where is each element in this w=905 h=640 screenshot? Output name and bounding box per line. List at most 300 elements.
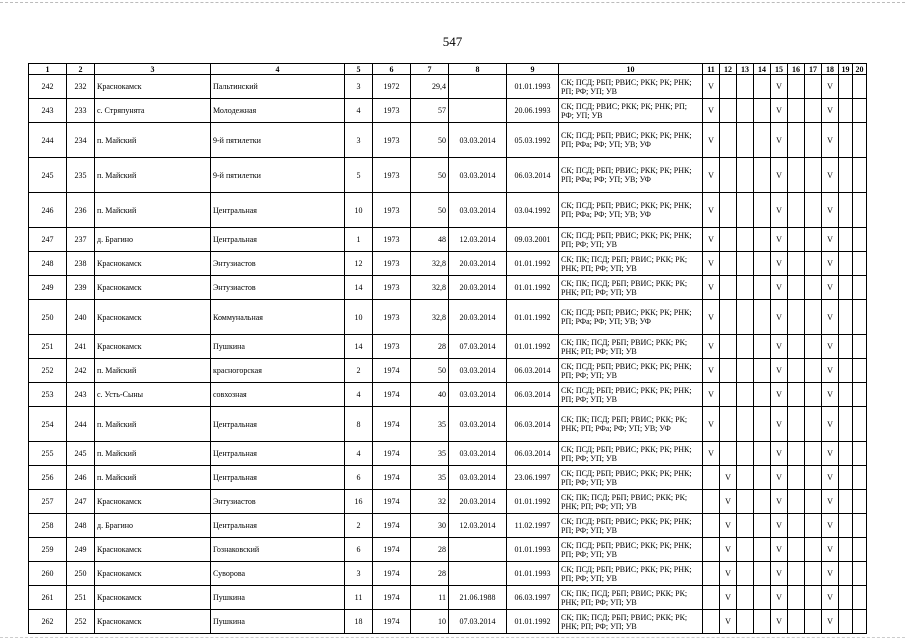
- cell-object-number: 241: [67, 335, 95, 359]
- cell-area: 35: [411, 442, 449, 466]
- cell-mark-17: [805, 99, 822, 123]
- cell-mark-17: [805, 300, 822, 335]
- cell-mark-19: [839, 276, 853, 300]
- cell-locality: Краснокамск: [95, 610, 211, 634]
- cell-mark-15: V: [771, 193, 788, 228]
- cell-mark-13: [737, 252, 754, 276]
- table-row: [29, 490, 867, 514]
- cell-area: 28: [411, 335, 449, 359]
- cell-mark-17: [805, 466, 822, 490]
- cell-mark-12: [720, 442, 737, 466]
- table-row: [29, 466, 867, 490]
- column-header-9: 9: [507, 64, 559, 75]
- table-row: [29, 383, 867, 407]
- cell-mark-19: [839, 193, 853, 228]
- cell-house: 3: [345, 75, 373, 99]
- table-row: [29, 335, 867, 359]
- cell-locality: п. Майский: [95, 123, 211, 158]
- cell-mark-15: V: [771, 538, 788, 562]
- column-header-14: 14: [754, 64, 771, 75]
- cell-mark-15: V: [771, 300, 788, 335]
- cell-year: 1973: [373, 158, 411, 193]
- cell-mark-19: [839, 538, 853, 562]
- cell-systems: СК; ПСД; РБП; РВИС; РКК; РК; РНК; РП; РФа; РФ; УП; УВ; УФ: [559, 193, 703, 228]
- cell-mark-15: V: [771, 228, 788, 252]
- cell-mark-11: V: [703, 442, 720, 466]
- cell-mark-17: [805, 562, 822, 586]
- cell-area: 48: [411, 228, 449, 252]
- cell-mark-19: [839, 335, 853, 359]
- cell-locality: д. Брагино: [95, 228, 211, 252]
- table-row: [29, 562, 867, 586]
- cell-mark-11: [703, 562, 720, 586]
- cell-mark-20: [853, 75, 867, 99]
- column-header-5: 5: [345, 64, 373, 75]
- cell-street: Центральная: [211, 466, 345, 490]
- cell-mark-19: [839, 407, 853, 442]
- cell-mark-14: [754, 75, 771, 99]
- cell-mark-20: [853, 359, 867, 383]
- cell-mark-19: [839, 490, 853, 514]
- cell-mark-14: [754, 383, 771, 407]
- cell-mark-16: [788, 123, 805, 158]
- cell-mark-12: [720, 193, 737, 228]
- cell-date-registration: 01.01.1993: [507, 538, 559, 562]
- cell-date-survey: 03.03.2014: [449, 158, 507, 193]
- cell-date-registration: 06.03.2014: [507, 158, 559, 193]
- column-header-10: 10: [559, 64, 703, 75]
- cell-row-number: 261: [29, 586, 67, 610]
- cell-row-number: 253: [29, 383, 67, 407]
- cell-area: 32: [411, 490, 449, 514]
- cell-street: Коммунальная: [211, 300, 345, 335]
- cell-house: 6: [345, 466, 373, 490]
- cell-mark-16: [788, 228, 805, 252]
- cell-mark-11: V: [703, 123, 720, 158]
- cell-street: Энтузиастов: [211, 490, 345, 514]
- cell-systems: СК; ПК; ПСД; РБП; РВИС; РКК; РК; РНК; РП; РФа; РФ; УП; УВ; УФ: [559, 407, 703, 442]
- cell-mark-19: [839, 610, 853, 634]
- cell-row-number: 259: [29, 538, 67, 562]
- cell-mark-18: V: [822, 610, 839, 634]
- cell-mark-17: [805, 490, 822, 514]
- cell-mark-11: V: [703, 407, 720, 442]
- cell-mark-13: [737, 123, 754, 158]
- cell-mark-18: V: [822, 335, 839, 359]
- cell-street: совхозная: [211, 383, 345, 407]
- cell-mark-15: V: [771, 610, 788, 634]
- cell-mark-11: V: [703, 99, 720, 123]
- cell-locality: Краснокамск: [95, 586, 211, 610]
- cell-house: 8: [345, 407, 373, 442]
- cell-mark-18: V: [822, 193, 839, 228]
- cell-mark-16: [788, 442, 805, 466]
- cell-year: 1974: [373, 538, 411, 562]
- cell-locality: д. Брагино: [95, 514, 211, 538]
- cell-locality: Краснокамск: [95, 252, 211, 276]
- table-row: [29, 538, 867, 562]
- cell-mark-16: [788, 75, 805, 99]
- cell-mark-14: [754, 610, 771, 634]
- column-header-19: 19: [839, 64, 853, 75]
- cell-systems: СК; ПСД; РБП; РВИС; РКК; РК; РНК; РП; РФа; РФ; УП; УВ; УФ: [559, 300, 703, 335]
- cell-locality: п. Майский: [95, 442, 211, 466]
- table-row: [29, 228, 867, 252]
- table-row: [29, 252, 867, 276]
- cell-date-survey: 21.06.1988: [449, 586, 507, 610]
- cell-mark-19: [839, 442, 853, 466]
- cell-house: 5: [345, 158, 373, 193]
- cell-date-registration: 01.01.1992: [507, 610, 559, 634]
- cell-street: Центральная: [211, 407, 345, 442]
- cell-street: Суворова: [211, 562, 345, 586]
- cell-mark-15: V: [771, 335, 788, 359]
- cell-date-survey: 07.03.2014: [449, 335, 507, 359]
- cell-mark-19: [839, 228, 853, 252]
- cell-house: 18: [345, 610, 373, 634]
- cell-date-registration: 01.01.1992: [507, 276, 559, 300]
- cell-systems: СК; ПСД; РБП; РВИС; РКК; РК; РНК; РП; РФ; УП; УВ: [559, 538, 703, 562]
- cell-row-number: 250: [29, 300, 67, 335]
- cell-mark-13: [737, 228, 754, 252]
- cell-mark-18: V: [822, 123, 839, 158]
- cell-object-number: 236: [67, 193, 95, 228]
- cell-mark-19: [839, 158, 853, 193]
- cell-mark-20: [853, 538, 867, 562]
- column-header-7: 7: [411, 64, 449, 75]
- cell-mark-18: V: [822, 383, 839, 407]
- cell-object-number: 234: [67, 123, 95, 158]
- cell-street: Молодежная: [211, 99, 345, 123]
- cell-mark-11: [703, 538, 720, 562]
- cell-mark-12: [720, 99, 737, 123]
- cell-mark-15: V: [771, 158, 788, 193]
- cell-object-number: 238: [67, 252, 95, 276]
- cell-mark-13: [737, 193, 754, 228]
- cell-mark-20: [853, 562, 867, 586]
- cell-object-number: 245: [67, 442, 95, 466]
- cell-mark-17: [805, 586, 822, 610]
- table-row: [29, 99, 867, 123]
- cell-area: 35: [411, 466, 449, 490]
- cell-date-registration: 01.01.1993: [507, 562, 559, 586]
- cell-mark-14: [754, 359, 771, 383]
- cell-mark-11: [703, 610, 720, 634]
- cell-locality: п. Майский: [95, 359, 211, 383]
- cell-locality: п. Майский: [95, 466, 211, 490]
- cell-mark-14: [754, 252, 771, 276]
- column-header-3: 3: [95, 64, 211, 75]
- cell-year: 1974: [373, 562, 411, 586]
- cell-locality: Краснокамск: [95, 75, 211, 99]
- cell-mark-15: V: [771, 75, 788, 99]
- cell-date-registration: 23.06.1997: [507, 466, 559, 490]
- cell-date-survey: 20.03.2014: [449, 300, 507, 335]
- cell-mark-17: [805, 383, 822, 407]
- cell-mark-11: V: [703, 193, 720, 228]
- cell-year: 1973: [373, 99, 411, 123]
- column-header-17: 17: [805, 64, 822, 75]
- cell-street: Пальтинский: [211, 75, 345, 99]
- cell-locality: Краснокамск: [95, 490, 211, 514]
- cell-mark-20: [853, 228, 867, 252]
- cell-mark-18: V: [822, 538, 839, 562]
- cell-systems: СК; ПСД; РВИС; РКК; РК; РНК; РП; РФ; УП; УВ: [559, 99, 703, 123]
- cell-mark-15: V: [771, 442, 788, 466]
- cell-area: 50: [411, 359, 449, 383]
- table-row: [29, 158, 867, 193]
- cell-row-number: 249: [29, 276, 67, 300]
- cell-locality: п. Майский: [95, 407, 211, 442]
- cell-mark-14: [754, 466, 771, 490]
- cell-mark-11: V: [703, 359, 720, 383]
- cell-mark-11: [703, 586, 720, 610]
- cell-row-number: 242: [29, 75, 67, 99]
- table-row: [29, 193, 867, 228]
- cell-mark-14: [754, 562, 771, 586]
- cell-mark-12: [720, 123, 737, 158]
- cell-row-number: 248: [29, 252, 67, 276]
- cell-mark-11: [703, 514, 720, 538]
- cell-year: 1974: [373, 466, 411, 490]
- cell-mark-17: [805, 610, 822, 634]
- cell-mark-12: [720, 335, 737, 359]
- column-header-8: 8: [449, 64, 507, 75]
- cell-mark-12: V: [720, 466, 737, 490]
- cell-mark-20: [853, 383, 867, 407]
- cell-street: Пушкина: [211, 586, 345, 610]
- cell-street: 9-й пятилетки: [211, 158, 345, 193]
- cell-mark-17: [805, 75, 822, 99]
- cell-mark-14: [754, 300, 771, 335]
- cell-mark-12: [720, 383, 737, 407]
- cell-row-number: 252: [29, 359, 67, 383]
- cell-street: красногорская: [211, 359, 345, 383]
- cell-mark-20: [853, 335, 867, 359]
- cell-row-number: 262: [29, 610, 67, 634]
- cell-row-number: 257: [29, 490, 67, 514]
- cell-mark-20: [853, 610, 867, 634]
- cell-street: 9-й пятилетки: [211, 123, 345, 158]
- cell-year: 1973: [373, 228, 411, 252]
- cell-mark-16: [788, 158, 805, 193]
- cell-area: 11: [411, 586, 449, 610]
- cell-systems: СК; ПСД; РБП; РВИС; РКК; РК; РНК; РП; РФа; РФ; УП; УВ; УФ: [559, 123, 703, 158]
- cell-mark-14: [754, 442, 771, 466]
- cell-street: Центральная: [211, 193, 345, 228]
- cell-locality: п. Майский: [95, 158, 211, 193]
- cell-mark-13: [737, 276, 754, 300]
- cell-object-number: 232: [67, 75, 95, 99]
- cell-object-number: 251: [67, 586, 95, 610]
- cell-mark-11: V: [703, 75, 720, 99]
- cell-year: 1974: [373, 514, 411, 538]
- cell-house: 10: [345, 300, 373, 335]
- cell-mark-20: [853, 300, 867, 335]
- cell-systems: СК; ПСД; РБП; РВИС; РКК; РК; РНК; РП; РФ; УП; УВ: [559, 466, 703, 490]
- cell-row-number: 244: [29, 123, 67, 158]
- cell-date-survey: 03.03.2014: [449, 359, 507, 383]
- cell-year: 1973: [373, 252, 411, 276]
- cell-mark-15: V: [771, 407, 788, 442]
- cell-date-registration: 06.03.1997: [507, 586, 559, 610]
- cell-mark-20: [853, 586, 867, 610]
- cell-mark-17: [805, 359, 822, 383]
- cell-object-number: 252: [67, 610, 95, 634]
- cell-mark-13: [737, 490, 754, 514]
- cell-row-number: 243: [29, 99, 67, 123]
- cell-mark-17: [805, 158, 822, 193]
- cell-object-number: 246: [67, 466, 95, 490]
- cell-date-survey: 03.03.2014: [449, 407, 507, 442]
- cell-house: 16: [345, 490, 373, 514]
- cell-mark-13: [737, 359, 754, 383]
- cell-mark-16: [788, 538, 805, 562]
- table-body: [29, 75, 867, 634]
- cell-date-registration: 01.01.1992: [507, 252, 559, 276]
- column-number-row: [29, 64, 867, 75]
- cell-area: 30: [411, 514, 449, 538]
- cell-mark-15: V: [771, 383, 788, 407]
- cell-mark-17: [805, 123, 822, 158]
- cell-mark-19: [839, 300, 853, 335]
- cell-mark-16: [788, 252, 805, 276]
- cell-mark-20: [853, 193, 867, 228]
- cell-mark-16: [788, 99, 805, 123]
- cell-house: 4: [345, 99, 373, 123]
- cell-mark-17: [805, 276, 822, 300]
- cell-date-survey: [449, 562, 507, 586]
- cell-house: 3: [345, 562, 373, 586]
- table-row: [29, 123, 867, 158]
- cell-date-survey: 03.03.2014: [449, 383, 507, 407]
- cell-row-number: 260: [29, 562, 67, 586]
- cell-year: 1974: [373, 490, 411, 514]
- cell-mark-19: [839, 562, 853, 586]
- cell-date-survey: 03.03.2014: [449, 123, 507, 158]
- column-header-20: 20: [853, 64, 867, 75]
- cell-mark-18: V: [822, 158, 839, 193]
- cell-house: 6: [345, 538, 373, 562]
- cell-mark-16: [788, 466, 805, 490]
- cell-mark-16: [788, 383, 805, 407]
- cell-locality: Краснокамск: [95, 335, 211, 359]
- cell-mark-18: V: [822, 442, 839, 466]
- cell-mark-16: [788, 610, 805, 634]
- cell-year: 1974: [373, 442, 411, 466]
- cell-mark-12: [720, 407, 737, 442]
- column-header-18: 18: [822, 64, 839, 75]
- cell-mark-20: [853, 158, 867, 193]
- cell-area: 28: [411, 562, 449, 586]
- cell-mark-16: [788, 359, 805, 383]
- cell-mark-16: [788, 276, 805, 300]
- cell-mark-14: [754, 586, 771, 610]
- cell-mark-16: [788, 335, 805, 359]
- cell-mark-19: [839, 252, 853, 276]
- cell-area: 28: [411, 538, 449, 562]
- cell-mark-13: [737, 442, 754, 466]
- cell-mark-14: [754, 514, 771, 538]
- cell-object-number: 243: [67, 383, 95, 407]
- cell-mark-13: [737, 466, 754, 490]
- cell-systems: СК; ПК; ПСД; РБП; РВИС; РКК; РК; РНК; РП; РФ; УП; УВ: [559, 586, 703, 610]
- column-header-13: 13: [737, 64, 754, 75]
- cell-row-number: 255: [29, 442, 67, 466]
- cell-mark-12: V: [720, 586, 737, 610]
- cell-systems: СК; ПСД; РБП; РВИС; РКК; РК; РНК; РП; РФ; УП; УВ: [559, 75, 703, 99]
- cell-street: Центральная: [211, 514, 345, 538]
- cell-systems: СК; ПК; ПСД; РБП; РВИС; РКК; РК; РНК; РП; РФ; УП; УВ: [559, 252, 703, 276]
- cell-mark-13: [737, 75, 754, 99]
- cell-systems: СК; ПСД; РБП; РВИС; РКК; РК; РНК; РП; РФа; РФ; УП; УВ; УФ: [559, 158, 703, 193]
- cell-mark-12: [720, 276, 737, 300]
- cell-mark-15: V: [771, 586, 788, 610]
- cell-date-survey: 20.03.2014: [449, 276, 507, 300]
- cell-mark-12: V: [720, 490, 737, 514]
- cell-mark-11: [703, 466, 720, 490]
- cell-locality: Краснокамск: [95, 276, 211, 300]
- cell-date-survey: 12.03.2014: [449, 228, 507, 252]
- cell-date-registration: 06.03.2014: [507, 359, 559, 383]
- cell-object-number: 233: [67, 99, 95, 123]
- cell-mark-12: [720, 75, 737, 99]
- cell-house: 2: [345, 359, 373, 383]
- cell-mark-12: V: [720, 562, 737, 586]
- cell-date-registration: 01.01.1992: [507, 490, 559, 514]
- cell-locality: с. Усть-Сыны: [95, 383, 211, 407]
- cell-object-number: 239: [67, 276, 95, 300]
- cell-mark-13: [737, 407, 754, 442]
- cell-mark-15: V: [771, 466, 788, 490]
- cell-mark-18: V: [822, 586, 839, 610]
- cell-date-registration: 03.04.1992: [507, 193, 559, 228]
- column-header-2: 2: [67, 64, 95, 75]
- cell-mark-12: [720, 158, 737, 193]
- cell-mark-13: [737, 383, 754, 407]
- cell-mark-17: [805, 538, 822, 562]
- cell-house: 1: [345, 228, 373, 252]
- cell-mark-14: [754, 538, 771, 562]
- cell-mark-11: V: [703, 158, 720, 193]
- cell-mark-11: V: [703, 276, 720, 300]
- cell-house: 4: [345, 383, 373, 407]
- cell-mark-14: [754, 407, 771, 442]
- cell-date-survey: 20.03.2014: [449, 252, 507, 276]
- cell-mark-15: V: [771, 123, 788, 158]
- cell-mark-14: [754, 99, 771, 123]
- cell-mark-20: [853, 99, 867, 123]
- table-row: [29, 276, 867, 300]
- cell-mark-18: V: [822, 359, 839, 383]
- cell-object-number: 249: [67, 538, 95, 562]
- cell-mark-19: [839, 359, 853, 383]
- cell-row-number: 254: [29, 407, 67, 442]
- cell-locality: Краснокамск: [95, 562, 211, 586]
- cell-area: 32,8: [411, 252, 449, 276]
- cell-house: 4: [345, 442, 373, 466]
- cell-mark-20: [853, 490, 867, 514]
- cell-date-registration: 11.02.1997: [507, 514, 559, 538]
- cell-date-registration: 06.03.2014: [507, 383, 559, 407]
- cell-mark-12: [720, 228, 737, 252]
- cell-mark-17: [805, 442, 822, 466]
- cell-date-survey: [449, 99, 507, 123]
- cell-date-survey: [449, 75, 507, 99]
- cell-mark-14: [754, 228, 771, 252]
- cell-area: 32,8: [411, 276, 449, 300]
- cell-mark-16: [788, 490, 805, 514]
